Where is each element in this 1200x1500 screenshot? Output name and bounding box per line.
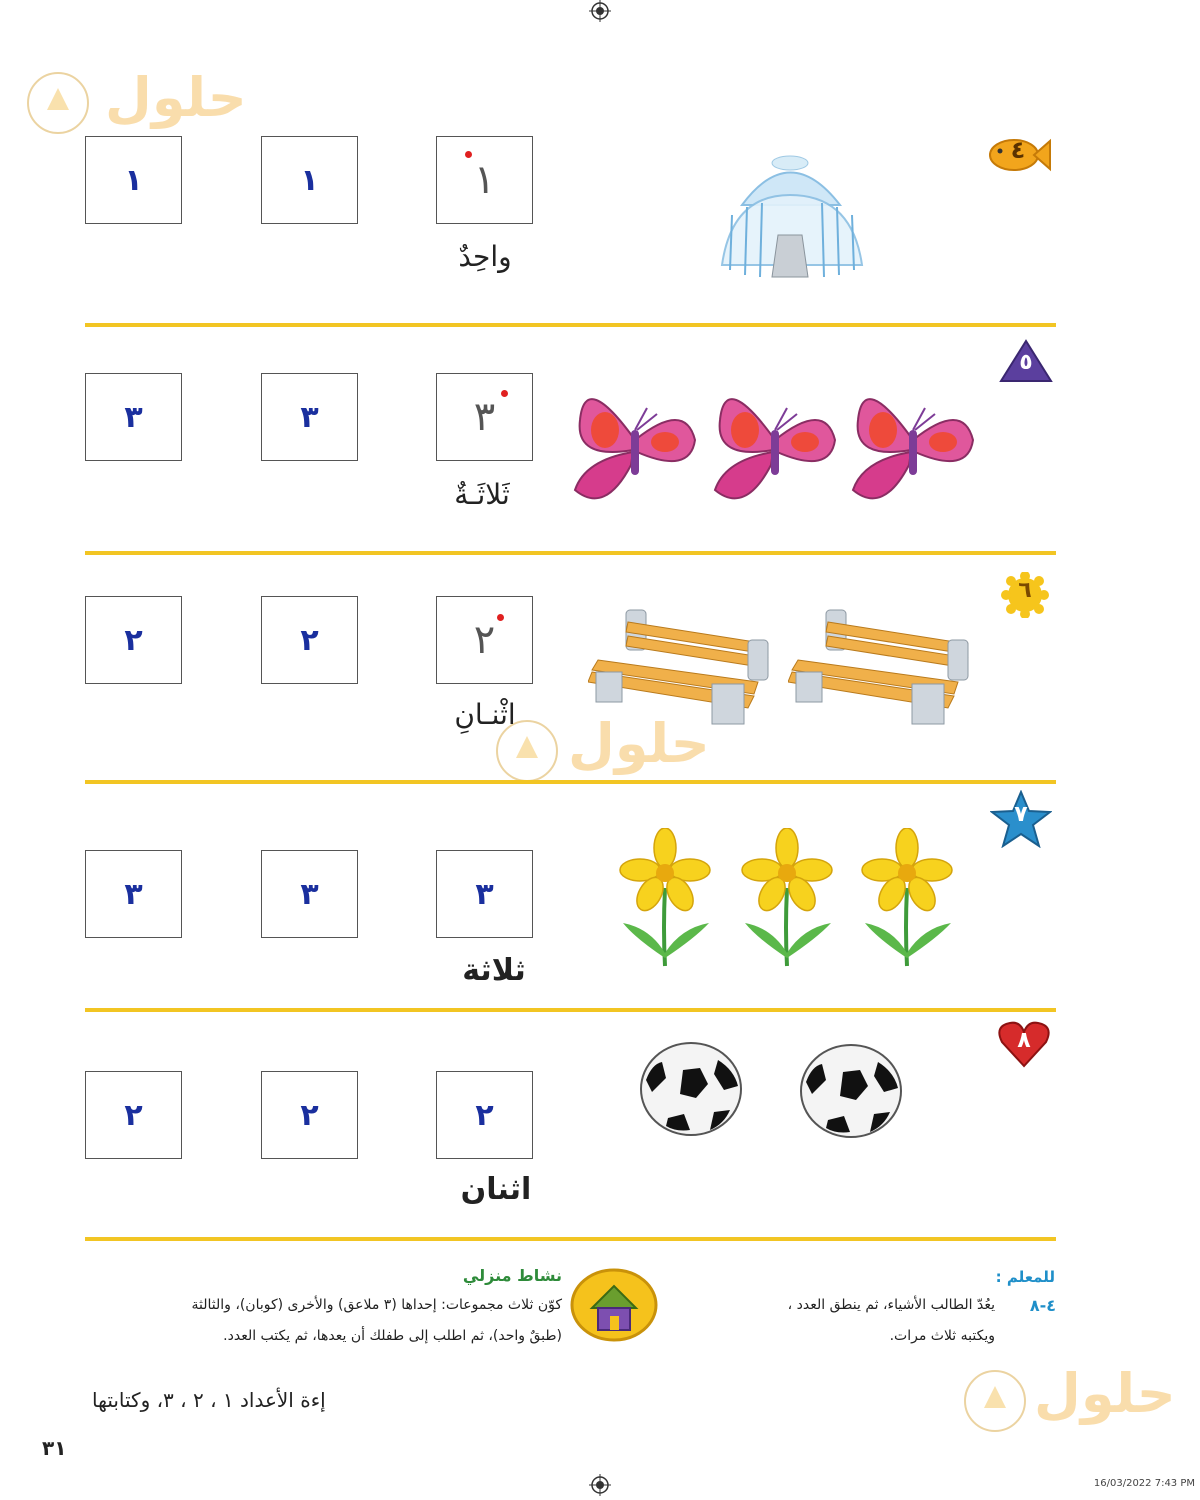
home-activity-line1: كوّن ثلاث مجموعات: إحداها (٣ ملاعق) والأخرى (كوبان)، والثالثة xyxy=(191,1297,562,1313)
watermark-emblem-icon xyxy=(962,1368,1032,1438)
row-separator xyxy=(85,780,1056,784)
row-separator xyxy=(85,1237,1056,1241)
butterflies-group xyxy=(565,380,985,515)
answer-box[interactable] xyxy=(261,850,358,938)
teacher-note-title: للمعلم : xyxy=(995,1268,1055,1286)
butterfly-icon xyxy=(705,380,845,515)
balls-group xyxy=(638,1040,908,1140)
answer-digit: ٣ xyxy=(300,876,319,912)
number-word: ثَلاثَـةٌ xyxy=(454,478,510,511)
watermark-logo-middle: حلول xyxy=(494,710,704,790)
trace-box[interactable] xyxy=(436,136,533,224)
answer-box[interactable] xyxy=(261,373,358,461)
number-word: واحِدٌ xyxy=(458,240,512,273)
home-activity-line2: (طبقٌ واحد)، ثم اطلب إلى طفلك أن يعدها، ثم يكتب العدد. xyxy=(223,1328,562,1344)
registration-mark-bottom xyxy=(589,1474,611,1496)
row-separator xyxy=(85,323,1056,327)
fountain-icon xyxy=(712,145,872,285)
answer-box[interactable] xyxy=(436,1071,533,1159)
trace-box[interactable] xyxy=(436,596,533,684)
answer-digit: ١ xyxy=(124,162,143,198)
teacher-note-range: ٤-٨ xyxy=(1029,1296,1056,1315)
trace-box[interactable] xyxy=(436,373,533,461)
row-separator xyxy=(85,1008,1056,1012)
page-number: ٣١ xyxy=(42,1436,67,1460)
trace-digit: ١ xyxy=(473,157,496,203)
watermark-logo-top: حلول xyxy=(25,62,235,142)
answer-box[interactable] xyxy=(85,373,182,461)
lesson-title: إءة الأعداد ١ ، ٢ ، ٣، وكتابتها xyxy=(92,1388,326,1412)
benches-group xyxy=(588,604,973,734)
soccer-ball-icon xyxy=(798,1042,904,1140)
answer-box[interactable] xyxy=(261,136,358,224)
soccer-ball-icon xyxy=(638,1040,744,1138)
exercise-number: ٥ xyxy=(1019,350,1033,375)
flower-icon xyxy=(857,828,957,968)
answer-box[interactable] xyxy=(85,850,182,938)
answer-digit: ٣ xyxy=(124,399,143,435)
exercise-number: ٤ xyxy=(1010,136,1026,164)
answer-box[interactable] xyxy=(261,1071,358,1159)
trace-digit: ٣ xyxy=(473,394,496,440)
watermark-logo-bottom: حلول xyxy=(962,1360,1172,1440)
answer-digit: ٢ xyxy=(300,1097,319,1133)
answer-box[interactable] xyxy=(436,850,533,938)
answer-digit: ٣ xyxy=(475,876,494,912)
answer-digit: ٣ xyxy=(124,876,143,912)
answer-box[interactable] xyxy=(85,1071,182,1159)
bench-icon xyxy=(788,604,973,734)
answer-box[interactable] xyxy=(85,596,182,684)
flowers-group xyxy=(615,828,960,968)
answer-digit: ١ xyxy=(300,162,319,198)
answer-digit: ٢ xyxy=(475,1097,494,1133)
teacher-note-line2: ويكتبه ثلاث مرات. xyxy=(889,1328,995,1344)
home-activity-title: نشاط منزلي xyxy=(462,1266,562,1285)
exercise-number: ٨ xyxy=(1017,1028,1031,1053)
exercise-number: ٦ xyxy=(1018,578,1032,603)
answer-box[interactable] xyxy=(261,596,358,684)
flower-icon xyxy=(615,828,715,968)
number-word: اثْنـانِ xyxy=(454,698,516,731)
home-activity-icon xyxy=(570,1268,658,1342)
watermark-emblem-icon xyxy=(25,70,95,140)
answer-digit: ٢ xyxy=(300,622,319,658)
trace-digit: ٢ xyxy=(473,617,496,663)
number-word: اثنان xyxy=(460,1172,532,1207)
butterfly-icon xyxy=(843,380,983,515)
answer-box[interactable] xyxy=(85,136,182,224)
answer-digit: ٢ xyxy=(124,622,143,658)
answer-digit: ٣ xyxy=(300,399,319,435)
teacher-note-line1: يعُدّ الطالب الأشياء، ثم ينطق العدد ، xyxy=(787,1297,995,1313)
bench-icon xyxy=(588,604,773,734)
answer-digit: ٢ xyxy=(124,1097,143,1133)
flower-icon xyxy=(737,828,837,968)
number-word: ثلاثة xyxy=(462,953,526,988)
registration-mark-top xyxy=(589,0,611,22)
butterfly-icon xyxy=(565,380,705,515)
exercise-number: ٧ xyxy=(1014,802,1028,827)
timestamp: 16/03/2022 7:43 PM xyxy=(1093,1478,1195,1489)
row-separator xyxy=(85,551,1056,555)
